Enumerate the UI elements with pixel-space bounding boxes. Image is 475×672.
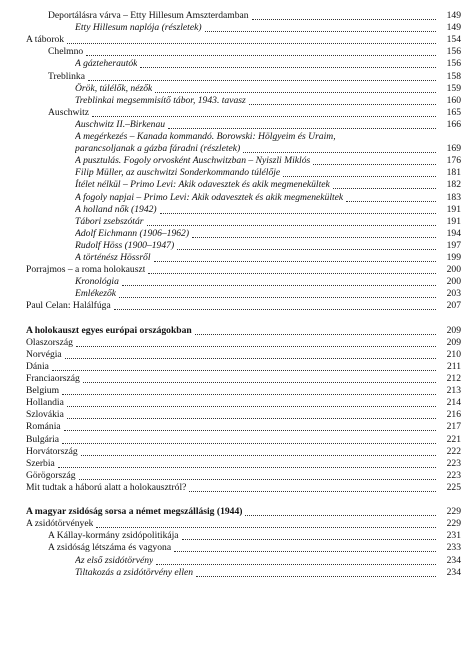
toc-entry-page: 234 [446, 566, 461, 578]
toc-entry-page: 213 [446, 385, 461, 397]
dot-leader [154, 253, 436, 262]
dot-leader [119, 289, 436, 298]
toc-entry-title: Az első zsidótörvény [75, 554, 154, 566]
toc-entry-page: 209 [446, 324, 461, 336]
toc-entry [0, 434, 475, 446]
toc-entry-page: 197 [446, 239, 461, 251]
toc-entry-title: Franciaország [26, 373, 80, 384]
toc-entry [0, 325, 475, 337]
toc-entry-page: 183 [446, 191, 461, 203]
toc-entry-title: Adolf Eichmann (1906–1962) [75, 227, 190, 239]
dot-leader [174, 543, 436, 552]
toc-entry [0, 567, 475, 579]
dot-leader [156, 556, 436, 565]
toc-entry [0, 95, 475, 107]
toc-entry-page: 158 [446, 70, 461, 82]
toc-entry-page: 229 [446, 518, 461, 530]
toc-entry [0, 276, 475, 288]
toc-entry-page: 191 [446, 203, 461, 215]
toc-entry [0, 470, 475, 482]
toc-entry-title: Románia [26, 421, 61, 433]
dot-leader [76, 338, 436, 347]
toc-entry [0, 555, 475, 567]
dot-leader [196, 568, 436, 577]
dot-leader [243, 144, 436, 153]
dot-leader [62, 435, 436, 444]
toc-entry-title: Görögország [26, 469, 76, 481]
toc-entry-page: 156 [446, 58, 461, 70]
dot-leader [249, 96, 436, 105]
toc-entry-page: 222 [446, 445, 461, 457]
toc-entry-page: 200 [446, 264, 461, 276]
toc-entry [0, 373, 475, 385]
dot-leader [62, 386, 436, 395]
dot-leader [140, 59, 436, 68]
dot-leader [65, 350, 436, 359]
toc-entry-page: 182 [446, 179, 461, 191]
dot-leader [92, 108, 436, 117]
toc-entry [0, 542, 475, 554]
dot-leader [29, 496, 472, 504]
toc-entry-title: A zsidóság létszáma és vagyona [48, 542, 172, 554]
dot-leader [86, 47, 436, 56]
toc-entry-title: A pusztulás. Fogoly orvosként Auschwitzban – Nyiszli Miklós [75, 155, 311, 167]
toc-entry-title: Porrajmos – a roma holokauszt [26, 264, 146, 276]
toc-entry [0, 240, 475, 252]
dot-leader [155, 84, 436, 93]
toc-entry-page: 211 [446, 360, 461, 372]
toc-entry-title: Rudolf Höss (1900–1947) [75, 239, 175, 251]
dot-leader [346, 193, 436, 202]
toc-entry-page: 165 [446, 106, 461, 118]
toc-entry [0, 204, 475, 216]
toc-entry-title: Horvátország [26, 445, 78, 457]
toc-entry-title: A történész Hössről [75, 252, 151, 263]
dot-leader [67, 398, 436, 407]
toc-entry-page: 199 [446, 252, 461, 263]
dot-leader [79, 471, 436, 480]
toc-entry-page: 181 [446, 167, 461, 179]
toc-entry [0, 337, 475, 349]
toc-entry-title: Emlékezők [75, 288, 117, 300]
toc-entry-page: 229 [446, 506, 461, 518]
dot-leader [58, 459, 436, 468]
dot-leader [122, 277, 436, 286]
toc-entry-title: Belgium [26, 385, 60, 397]
toc-entry-title: Szerbia [26, 457, 55, 469]
toc-entry [0, 155, 475, 167]
toc-entry [0, 397, 475, 409]
toc-entry-page: 214 [446, 397, 461, 409]
toc-entry-page: 231 [446, 530, 461, 542]
dot-leader [83, 374, 436, 383]
toc-entry-title: Paul Celan: Halálfúga [26, 300, 111, 312]
toc-entry-title: Auschwitz II.–Birkenau [75, 118, 166, 130]
toc-entry-title: Norvégia [26, 348, 62, 360]
dot-leader [313, 156, 436, 165]
toc-entry-page: 154 [446, 34, 461, 46]
toc-entry-title: A holland nők (1942) [75, 203, 157, 215]
dot-leader [88, 72, 436, 81]
toc-entry-page: 233 [446, 542, 461, 554]
toc-entry-page: 234 [446, 554, 461, 566]
toc-entry-title: Őrök, túlélők, nézők [75, 82, 153, 94]
toc-entry-page: 217 [446, 421, 461, 433]
dot-leader [339, 133, 472, 141]
dot-leader [29, 315, 472, 323]
toc-entry-title: Auschwitz [48, 106, 90, 118]
toc-entry [0, 482, 475, 494]
toc-entry-page: 221 [446, 433, 461, 445]
toc-entry-page: 223 [446, 457, 461, 469]
dot-leader [182, 531, 436, 540]
dot-leader [177, 241, 436, 250]
toc-entry-page: 200 [446, 276, 461, 288]
dot-leader [283, 168, 436, 177]
toc-entry-title: Treblinkai megsemmisítő tábor, 1943. tavasz [75, 94, 246, 106]
toc-entry [0, 107, 475, 119]
toc-entry-page: 203 [446, 288, 461, 300]
toc-entry [0, 349, 475, 361]
toc-entry-title: A gázteherautók [75, 58, 138, 70]
toc-entry-page: 160 [446, 94, 461, 106]
toc-entry-page: 166 [446, 118, 461, 130]
toc-entry-title: A magyar zsidóság sorsa a német megszállásig (1944) [26, 506, 243, 518]
toc-entry-title: Chelmno [48, 46, 84, 58]
toc-entry-page: 209 [446, 336, 461, 348]
toc-spacer [0, 494, 475, 506]
dot-leader [52, 362, 436, 371]
toc-entry-title: A fogoly napjai – Primo Levi: Akik odavesztek és akik megmenekültek [75, 191, 344, 203]
toc-entry [0, 131, 475, 143]
toc-entry-title: Filip Müller, az auschwitzi Sonderkommando túlélője [75, 167, 281, 179]
toc-entry-page: 169 [446, 143, 461, 155]
dot-leader [205, 23, 436, 32]
toc-entry [0, 300, 475, 312]
toc-entry [0, 446, 475, 458]
toc-entry-title: A Kállay-kormány zsidópolitikája [48, 530, 179, 542]
toc-entry-title: Deportálásra várva – Etty Hillesum Amszterdamban [48, 10, 249, 21]
dot-leader [333, 180, 436, 189]
dot-leader [192, 229, 436, 238]
toc-entry-page: 159 [446, 82, 461, 94]
toc-entry [0, 518, 475, 530]
dot-leader [160, 205, 436, 214]
toc-entry [0, 58, 475, 70]
toc-entry [0, 288, 475, 300]
toc-entry-title: A megérkezés – Kanada kommandó. Borowski: Hölgyeim és Uraim, [75, 131, 336, 142]
toc-entry [0, 216, 475, 228]
toc-entry [0, 10, 475, 22]
toc-entry-page: 225 [446, 481, 461, 493]
toc-entry [0, 34, 475, 46]
toc-entry [0, 71, 475, 83]
toc-entry-page: 156 [446, 46, 461, 58]
toc-entry-title: Mit tudtak a háború alatt a holokausztról? [26, 481, 187, 493]
toc-entry-page: 194 [446, 227, 461, 239]
toc-entry-page: 191 [446, 215, 461, 227]
toc-entry-page: 210 [446, 348, 461, 360]
toc-entry-title: A zsidótörvények [26, 518, 94, 530]
toc-entry-page: 149 [446, 22, 461, 34]
toc-spacer [0, 313, 475, 325]
toc-entry [0, 22, 475, 34]
toc-entry [0, 409, 475, 421]
toc-entry [0, 252, 475, 264]
dot-leader [96, 519, 436, 528]
toc-entry [0, 192, 475, 204]
toc-entry-title: Dánia [26, 360, 49, 372]
toc-entry-page: 223 [446, 469, 461, 481]
toc-entry [0, 385, 475, 397]
toc-entry-title: parancsoljanak a gázba fáradni (részletek) [75, 143, 241, 155]
dot-leader [64, 422, 436, 431]
toc-entry [0, 458, 475, 470]
toc-entry [0, 83, 475, 95]
toc-entry-page: 207 [446, 300, 461, 312]
dot-leader [67, 410, 436, 419]
toc-entry [0, 179, 475, 191]
toc-entry-title: Bulgária [26, 433, 60, 445]
toc-entry-page: 176 [446, 155, 461, 167]
dot-leader [168, 120, 436, 129]
dot-leader [189, 483, 436, 492]
toc-entry [0, 167, 475, 179]
dot-leader [245, 507, 436, 516]
toc-entry [0, 361, 475, 373]
toc-entry [0, 119, 475, 131]
toc-entry-page: 216 [446, 409, 461, 421]
toc-entry-page: 212 [446, 373, 461, 384]
dot-leader [252, 11, 436, 20]
toc-entry-title: Etty Hillesum naplója (részletek) [75, 22, 202, 34]
dot-leader [195, 326, 436, 335]
toc-entry [0, 228, 475, 240]
toc-entry-title: A holokauszt egyes európai országokban [26, 324, 192, 336]
toc-entry [0, 506, 475, 518]
dot-leader [147, 217, 436, 226]
toc-entry [0, 46, 475, 58]
toc-entry-page: 149 [446, 10, 461, 21]
toc-entry-title: Tábori zsebszótár [75, 215, 144, 227]
toc-entry-title: Ítélet nélkül – Primo Levi: Akik odavesztek és akik megmenekültek [75, 179, 330, 191]
toc-entry-title: Hollandia [26, 397, 64, 409]
dot-leader [81, 447, 436, 456]
dot-leader [148, 265, 436, 274]
toc-entry-title: Olaszország [26, 336, 73, 348]
toc-entry-title: Tiltakozás a zsidótörvény ellen [75, 566, 194, 578]
toc-entry-title: A táborok [26, 34, 65, 46]
toc-entry [0, 264, 475, 276]
toc-entry-title: Szlovákia [26, 409, 64, 421]
toc-entry-title: Treblinka [48, 70, 85, 82]
toc-entry [0, 421, 475, 433]
toc-entry [0, 143, 475, 155]
dot-leader [114, 301, 436, 310]
dot-leader [67, 35, 436, 44]
toc-entry [0, 530, 475, 542]
toc-entry-title: Kronológia [75, 276, 119, 288]
